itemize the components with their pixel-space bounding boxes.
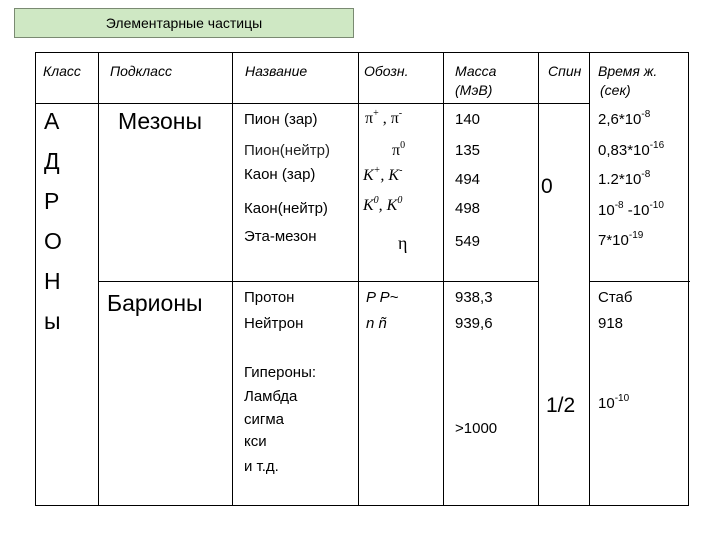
hyperons-line: Ламбда: [244, 388, 298, 405]
meson-name: Пион (зар): [244, 111, 318, 128]
class-letter: А: [44, 108, 60, 134]
column-divider: [443, 53, 444, 505]
meson-mass: 549: [455, 233, 481, 250]
subclass-baryons: Барионы: [107, 290, 203, 316]
meson-symbol: $K^0$, $K^0$: [363, 195, 403, 214]
baryon-symbol: P P~: [366, 289, 399, 306]
meson-lifetime: $1.2*10^{-8}$: [598, 169, 651, 188]
header-mass-line1: Масса: [455, 63, 497, 79]
meson-spin: 0: [541, 175, 553, 198]
header-symbol: Обозн.: [364, 63, 409, 79]
class-letter: ы: [44, 308, 61, 334]
header-divider: [36, 103, 589, 104]
meson-symbol: π+ , π-: [365, 108, 403, 127]
hyperons-line: сигма: [244, 411, 285, 428]
column-divider: [538, 53, 539, 505]
hyperons-lifetime: $10^{-10}$: [598, 393, 630, 412]
hyperons-line: Гипероны:: [244, 364, 317, 381]
column-divider: [98, 53, 99, 505]
meson-lifetime: $2,6*10^{-8}$: [598, 109, 651, 128]
class-letter: Н: [44, 268, 61, 294]
meson-symbol: K+, K-: [363, 165, 403, 184]
meson-name: Эта-мезон: [244, 228, 317, 245]
meson-name: Пион(нейтр): [244, 142, 330, 159]
baryon-symbol: n ñ: [366, 315, 387, 332]
baryon-name: Нейтрон: [244, 315, 304, 332]
meson-name: Каон (зар): [244, 166, 316, 183]
meson-lifetime: $10^{-8}$ $-10^{-10}$: [598, 200, 664, 219]
mesons-baryons-divider: [98, 281, 538, 282]
header-subclass: Подкласс: [110, 63, 172, 79]
column-divider: [589, 53, 590, 505]
column-divider: [358, 53, 359, 505]
meson-mass: 494: [455, 171, 481, 188]
meson-mass: 140: [455, 111, 481, 128]
baryon-name: Протон: [244, 289, 295, 306]
hyperons-line: кси: [244, 433, 267, 450]
header-lifetime-line1: Время ж.: [598, 63, 658, 79]
hyperons-line: и т.д.: [244, 458, 279, 475]
meson-name: Каон(нейтр): [244, 200, 328, 217]
header-spin: Спин: [548, 63, 582, 79]
baryon-lifetime: Стаб: [598, 289, 633, 306]
baryon-mass: 938,3: [455, 289, 493, 306]
class-letter: Д: [44, 148, 60, 174]
meson-lifetime: $7*10^{-19}$: [598, 230, 644, 249]
header-class: Класс: [43, 63, 81, 79]
meson-symbol: η: [398, 233, 408, 253]
meson-mass: 498: [455, 200, 481, 217]
subclass-mesons: Мезоны: [118, 108, 203, 134]
meson-lifetime: $0,83*10^{-16}$: [598, 140, 665, 159]
column-divider: [232, 53, 233, 505]
hyperons-mass: >1000: [455, 420, 498, 437]
header-name: Название: [245, 63, 308, 79]
baryon-lifetime: 918: [598, 315, 624, 332]
meson-symbol: $\pi^0$: [392, 140, 406, 159]
mesons-baryons-divider: [589, 281, 690, 282]
page-title: Элементарные частицы: [14, 8, 354, 38]
meson-mass: 135: [455, 142, 481, 159]
header-mass-line2: (МэВ): [455, 82, 493, 98]
baryon-spin: 1/2: [546, 394, 576, 417]
header-lifetime-line2: (сек): [600, 82, 631, 98]
class-letter: О: [44, 228, 62, 254]
baryon-mass: 939,6: [455, 315, 493, 332]
class-letter: Р: [44, 188, 60, 214]
